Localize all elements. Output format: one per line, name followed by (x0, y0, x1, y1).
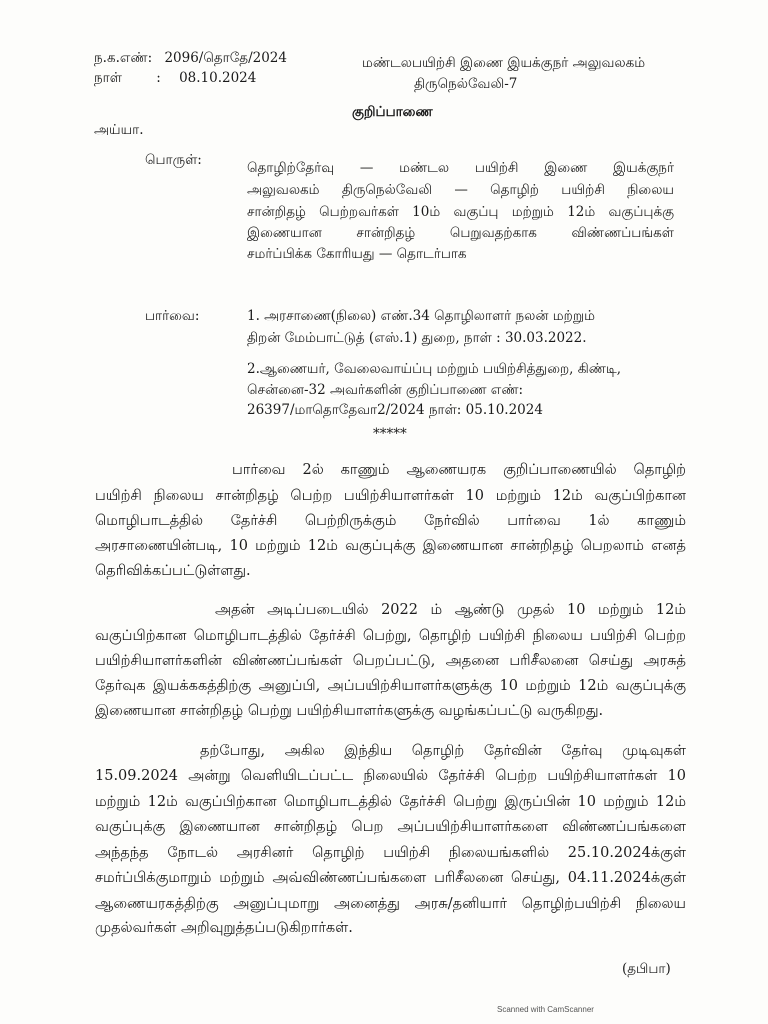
office-location: திருநெல்வேலி-7 (414, 76, 518, 92)
reference-line: சென்னை-32 அவர்களின் குறிப்பாணை எண்: (247, 382, 524, 398)
reference-number-label: ந.க.எண்: (94, 50, 153, 66)
paragraph-line: அதன் அடிப்படையில் 2022 ம் ஆண்டு முதல் 10 மற்றும் 12ம் (215, 602, 686, 618)
paragraph-line: தற்போது, அகில இந்திய தொழிற் தேர்வின் தேர்வு முடிவுகள் (200, 743, 686, 759)
issue-date-colon: : (156, 70, 161, 86)
subject-label: பொருள்: (145, 152, 202, 168)
office-name: மண்டலபயிற்சி இணை இயக்குநர் அலுவலகம் (362, 55, 646, 71)
scanner-watermark: Scanned with CamScanner (497, 1005, 594, 1014)
issue-date-label: நாள் (94, 70, 122, 86)
paragraph-line: மற்றும் 12ம் வகுப்பிற்கான மொழிபாடத்தில் தேர்ச்சி பெற்று இருப்பின் 10 மற்றும் 12ம் (95, 794, 686, 810)
reference-number-value: 2096/தொதே/2024 (164, 50, 287, 66)
reference-line: 2.ஆணையர், வேலைவாய்ப்பு மற்றும் பயிற்சித்துறை, கிண்டி, (247, 361, 622, 377)
paragraph-line: அந்தந்த நோடல் அரசினர் தொழிற் பயிற்சி நிலையங்களில் 25.10.2024க்குள் (95, 845, 686, 861)
subject-line: சான்றிதழ் பெற்றவர்கள் 10ம் வகுப்பு மற்றும் 12ம் வகுப்புக்கு (247, 204, 674, 220)
paragraph-line: வகுப்பிற்கான மொழிபாடத்தில் தேர்ச்சி பெற்று, தொழிற் பயிற்சி நிலைய பயிற்சி பெற்ற (95, 628, 686, 644)
paragraph-line: மொழிபாடத்தில் தேர்ச்சி பெற்றிருக்கும் நேர்வில் பார்வை 1ல் காணும் (95, 513, 686, 529)
page-title: குறிப்பாணை (352, 104, 433, 120)
issue-date (94, 70, 256, 88)
paragraph-line: இணையான சான்றிதழ் பெற்று பயிற்சியாளர்களுக்கு வழங்கப்பட்டு வருகிறது. (95, 703, 604, 719)
reference-number (94, 50, 287, 68)
subject-line: சமர்ப்பிக்க கோரியது — தொடர்பாக (247, 246, 467, 262)
paragraph-line: அரசாணையின்படி, 10 மற்றும் 12ம் வகுப்புக்கு இணையான சான்றிதழ் பெறலாம் எனத் (95, 538, 686, 554)
subject-line: இணையான சான்றிதழ் பெறுவதற்காக விண்ணப்பங்கள் (247, 225, 674, 241)
paragraph-line: பார்வை 2ல் காணும் ஆணையரக குறிப்பாணையில் தொழிற் (232, 462, 686, 478)
continued-marker: (தபிபா) (622, 961, 671, 977)
section-separator: ***** (373, 426, 407, 442)
paragraph-line: ஆணையரகத்திற்கு அனுப்புமாறு அனைத்து அரசு/தனியார் தொழிற்பயிற்சி நிலைய (95, 896, 686, 912)
paragraph-line: பயிற்சியாளர்களின் விண்ணப்பங்கள் பெறப்பட்டு, அதனை பரிசீலனை செய்து அரசுத் (95, 653, 686, 669)
paragraph-line: 15.09.2024 அன்று வெளியிடப்பட்ட நிலையில் தேர்ச்சி பெற்ற பயிற்சியாளர்கள் 10 (95, 768, 686, 784)
paragraph-line: வகுப்புக்கு இணையான சான்றிதழ் பெற அப்பயிற்சியாளர்களை விண்ணப்பங்களை (95, 819, 686, 835)
issue-date-value: 08.10.2024 (179, 70, 257, 86)
reference-line: 26397/மாதொதேவா2/2024 நாள்: 05.10.2024 (247, 402, 543, 418)
paragraph-line: தெரிவிக்கப்பட்டுள்ளது. (95, 563, 251, 579)
subject-line: தொழிற்தேர்வு — மண்டல பயிற்சி இணை இயக்குநர் (247, 160, 674, 176)
salutation: அய்யா. (94, 122, 144, 138)
paragraph-line: சமர்ப்பிக்குமாறும் மற்றும் அவ்விண்ணப்பங்களை பரிசீலனை செய்து, 04.11.2024க்குள் (95, 870, 686, 886)
reference-label: பார்வை: (145, 308, 200, 324)
paragraph-line: பயிற்சி நிலைய சான்றிதழ் பெற்ற பயிற்சியாளர்கள் 10 மற்றும் 12ம் வகுப்பிற்கான (95, 488, 686, 504)
paragraph-line: தேர்வுக இயக்ககத்திற்கு அனுப்பி, அப்பயிற்சியாளர்களுக்கு 10 மற்றும் 12ம் வகுப்புக்கு (95, 678, 686, 694)
reference-line: திறன் மேம்பாட்டுத் (எஸ்.1) துறை, நாள் : 30.03.2022. (247, 330, 587, 346)
subject-line: அலுவலகம் திருநெல்வேலி — தொழிற் பயிற்சி நிலைய (247, 182, 674, 198)
paragraph-line: முதல்வர்கள் அறிவுறுத்தப்படுகிறார்கள். (95, 920, 353, 936)
reference-line: 1. அரசாணை(நிலை) எண்.34 தொழிலாளர் நலன் மற்றும் (247, 308, 595, 324)
